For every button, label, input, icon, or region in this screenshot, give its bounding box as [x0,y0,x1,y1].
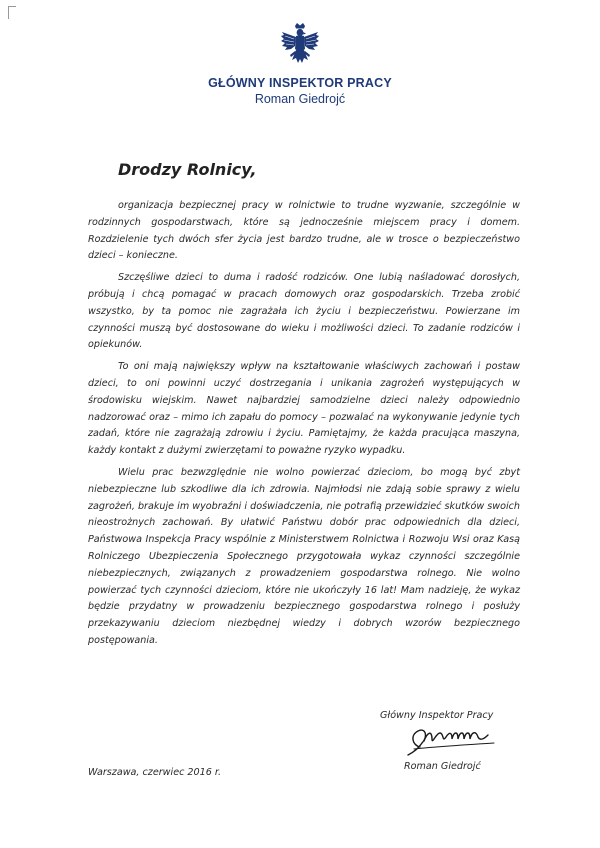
letter-body [88,198,520,655]
signature-block [380,710,530,772]
paragraph: Wielu prac bezwzględnie nie wolno powierzać dzieciom, bo mogą być zbyt niebezpieczne lub szkodliwe dla ich zdrowia. Najmłodsi nie zdają sobie sprawy z wielu zagrożeń, brakuje im wyobraźni i doświadczenia, nie potrafią przewidzieć skutków swoich nieostrożnych zachowań. By ułatwić Państwu dobór prac odpowiednich dla dzieci, Państwowa Inspekcja Pracy wspólnie z Ministerstwem Rolnictwa i Rozwoju Wsi oraz Kasą Rolniczego Ubezpieczenia Społecznego przygotowała wykaz czynności szczególnie niebezpiecznych, związanych z prowadzeniem gospodarstwa rolnego. Nie wolno powierzać tych czynności dzieciom, które nie ukończyły 16 lat! Mam nadzieję, że wykaz będzie przydatny w prowadzeniu bezpiecznego gospodarstwa rolnego i posłuży przekazywaniu dzieciom niezbędnej wiedzy i dobrych wzorów bezpiecznego postępowania. [88,466,520,646]
paragraph: To oni mają największy wpływ na kształtowanie właściwych zachowań i postaw dzieci, to oni powinni uczyć dostrzegania i unikania zagrożeń występujących w środowisku wiejskim. Nawet najbardziej samodzielne dzieci należy odpowiednio nadzorować oraz – mimo ich zapału do pomocy – pozwalać na wykonywanie jedynie tych zadań, które nie zagrażają zdrowiu i życiu. Pamiętajmy, że każda pracująca maszyna, każdy kontakt z dużymi zwierzętami to poważne ryzyko wypadku. [88,361,520,457]
crop-mark [8,6,16,19]
office-name: GŁÓWNY INSPEKTOR PRACY [208,76,392,90]
handwritten-signature-icon [402,723,502,759]
inspector-name: Roman Giedrojć [254,92,346,106]
signatory-name: Roman Giedrojć [404,761,481,772]
signatory-title: Główny Inspektor Pracy [380,710,494,721]
eagle-emblem-icon [279,22,321,68]
place-and-date: Warszawa, czerwiec 2016 r. [88,767,221,778]
paragraph: organizacja bezpiecznej pracy w rolnictwie to trudne wyzwanie, szczególnie w rodzinnych gospodarstwach, które są jednocześnie miejscem pracy i domem. Rozdzielenie tych dwóch sfer życia jest bardzo trudne, ale w trosce o bezpieczeństwo dzieci – konieczne. [88,200,520,262]
paragraph: Szczęśliwe dzieci to duma i radość rodziców. One lubią naśladować dorosłych, próbują i chcą pomagać w pracach domowych oraz gospodarskich. Trzeba zrobić wszystko, by ta pomoc nie zagrażała ich życiu i bezpieczeństwu. Powierzane im czynności muszą być dostosowane do wieku i możliwości dzieci. To zadanie rodziców i opiekunów. [88,272,520,351]
letter-salutation: Drodzy Rolnicy, [118,160,257,179]
letterhead [0,22,600,106]
